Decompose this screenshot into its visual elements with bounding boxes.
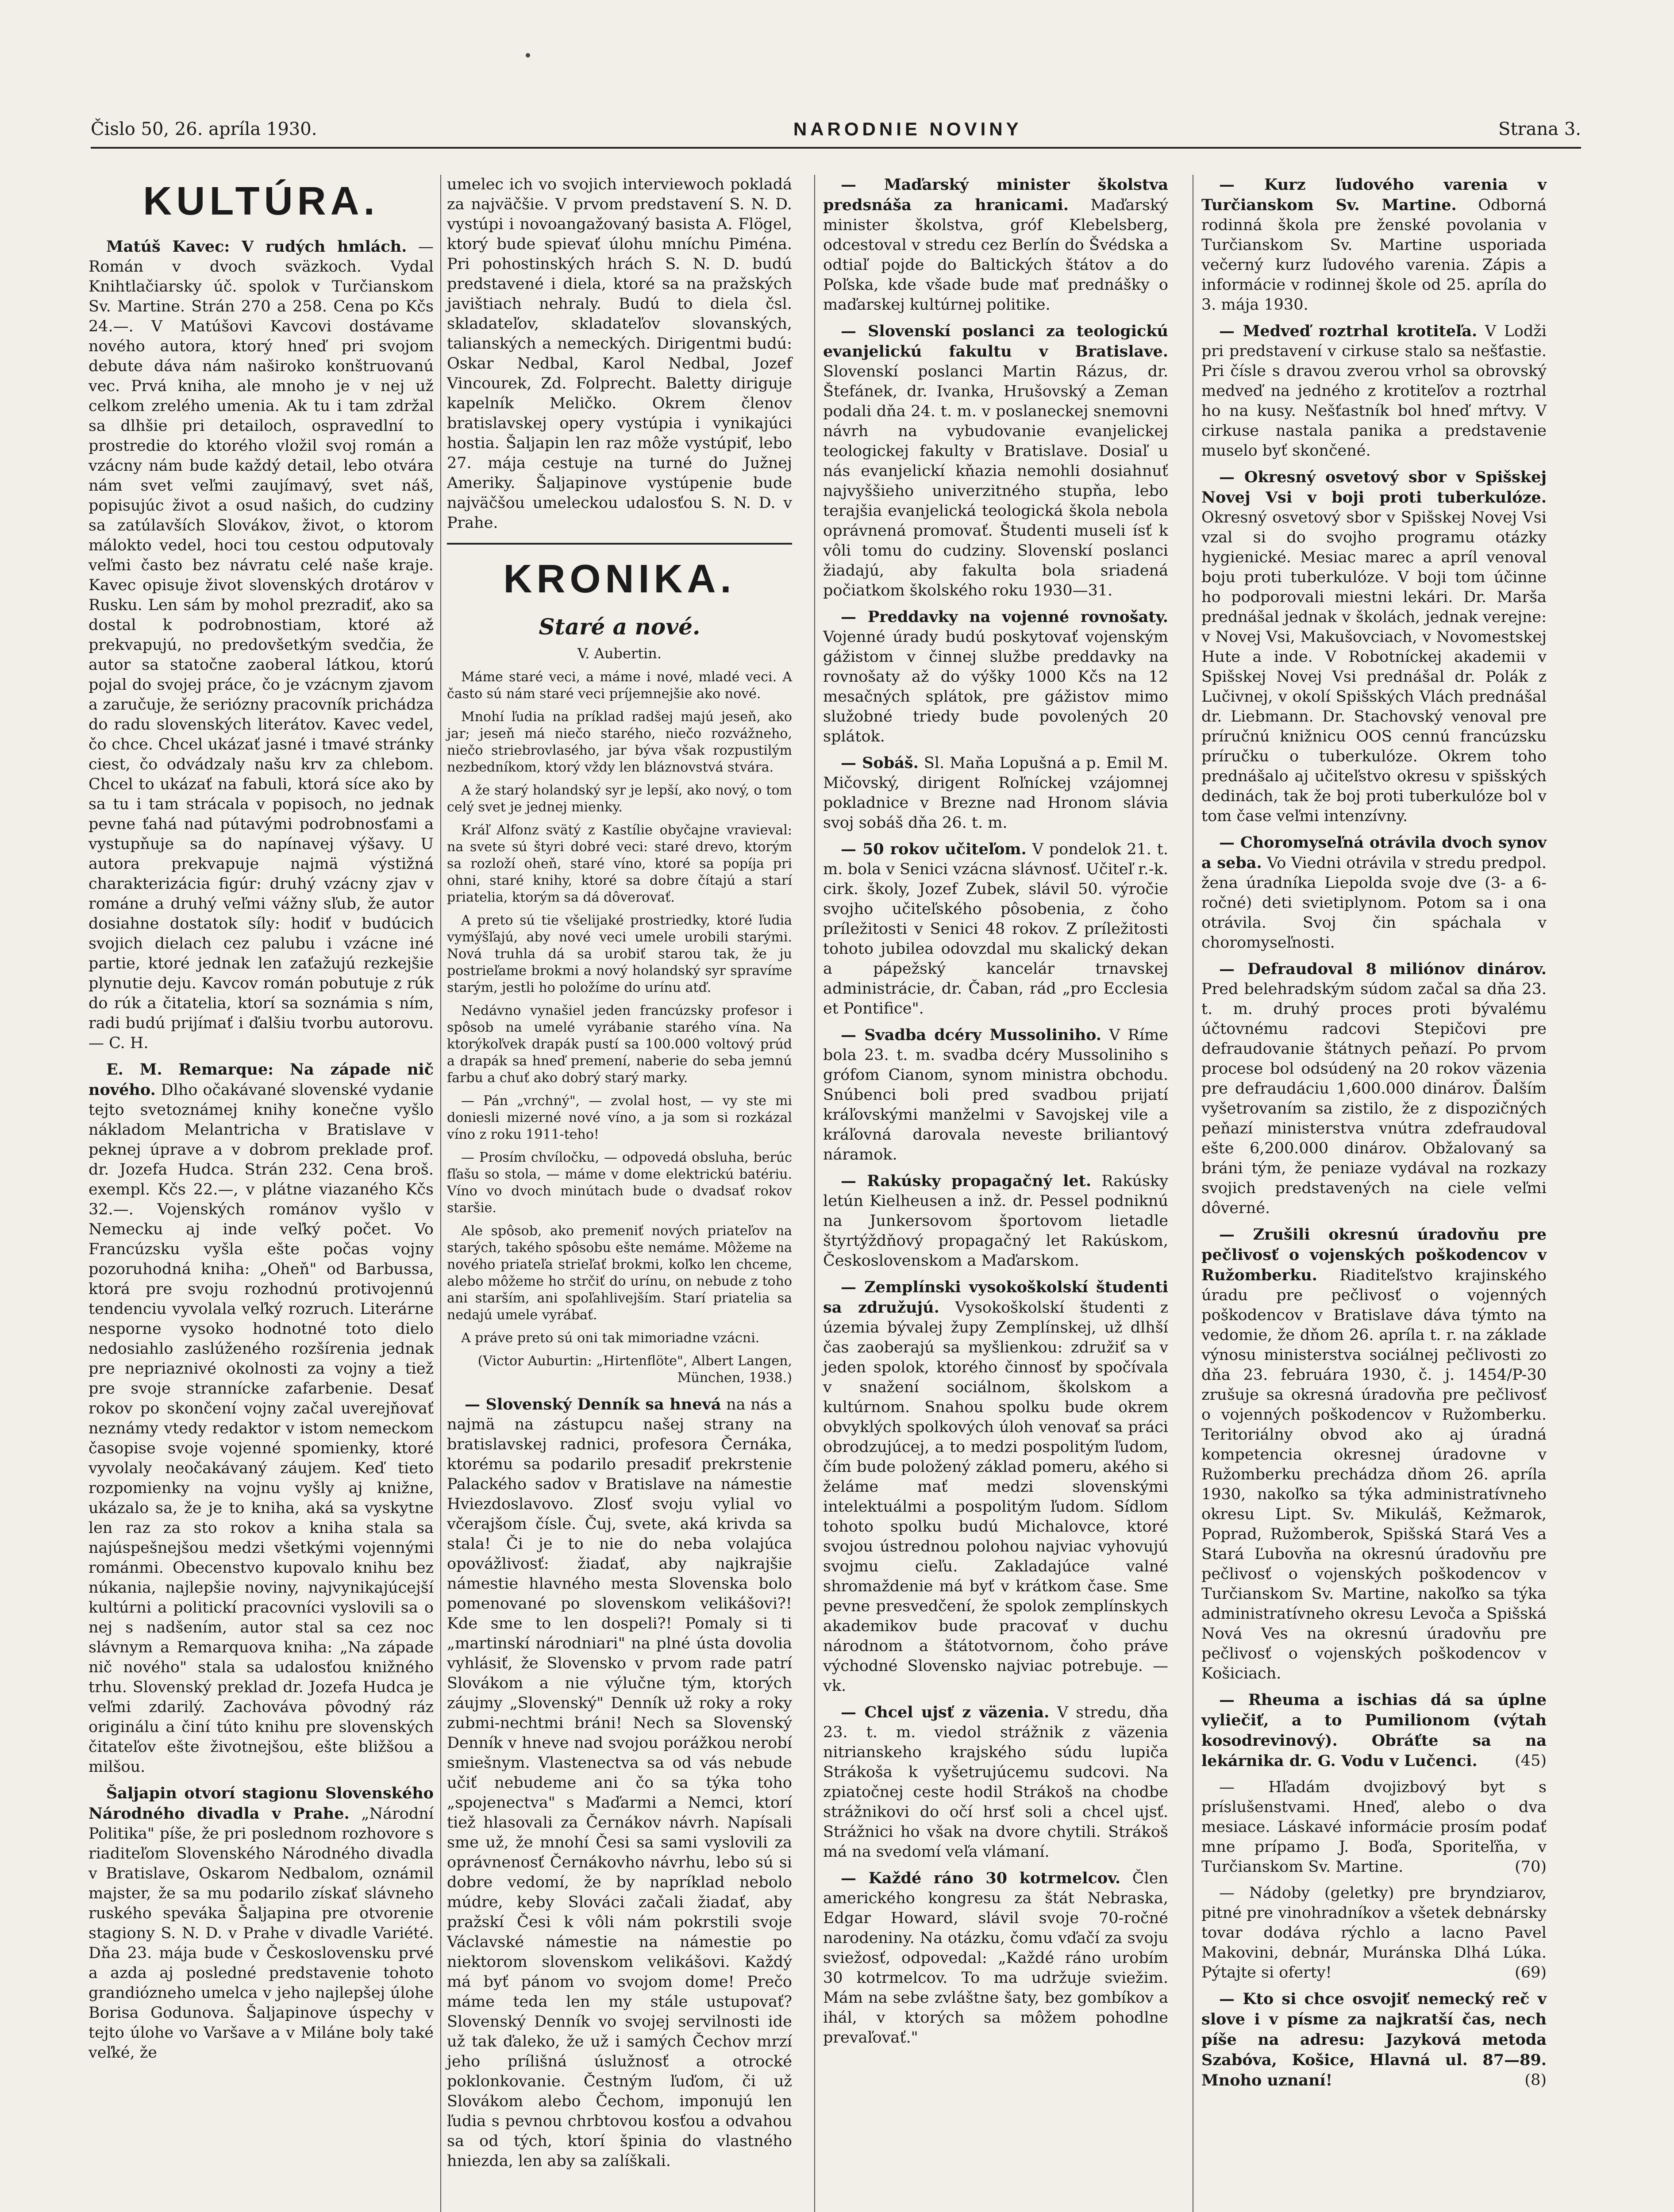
article-lead: — Svadba dcéry Mussoliniho. [841,1026,1101,1044]
section-divider [447,543,792,545]
article-lead: — Zrušili okresnú úradovňu pre pečlivosť o vojenských poškodencov v Ružomberku. [1201,1225,1547,1284]
article [823,1868,1168,2048]
essay-paragraph: Nedávno vynašiel jeden francúzsky profesor i spôsob na umelé vyrábanie starého vína. Na ktorýkoľvek drapák pustí sa 100.000 voltový prúd a drapák sa hneď premení, naberie do seba jemnú farbu a chuť ako dobrý starý marky. [447,1003,792,1086]
article [1201,1225,1547,1684]
ad-number: (45) [1515,1752,1547,1770]
section-title-kultura: KULTÚRA. [143,179,379,223]
article-body: Dlho očakávané slovenské vydanie tejto svetoznámej knihy konečne vyšlo nákladom Melantricha v Bratislave v peknej úprave a v dobrom preklade prof. dr. Jozefa Hudca. Strán 232. Cena broš. exempl. Kčs 22.—, v plátne viazaného Kčs 32.—. Vojenských románov vyšlo v Nemecku aj inde veľký počet. Vo Francúzsku vyšla ešte počas vojny pozoruhodná kniha: „Oheň" od Barbussa, ktorá pre svoju rozhodnú protivojennú tendenciu vyvolala veľký rozruch. Literárne nesporne vysoko hodnotné toto dielo nedosiahlo zaslúženého rozšírenia jednak pre nepriaznivé okolnosti za vojny a tiež pre svoje strannícke zafarbenie. Desať rokov po skončení vojny začal uverejňovať neznámy vtedy redaktor v istom nemeckom časopise svoje vojenné spomienky, ktoré vyvolaly neočakávaný záujem. Keď tieto rozpomienky na vojnu vyšly aj knižne, ukázalo sa, že je to kniha, aká sa vyskytne len raz za sto rokov a kniha stala sa najúspešnejšou medzi všetkými vojennými románmi. Obecenstvo kupovalo knihu bez núkania, najlepšie noviny, najvynikajúcejší kultúrni a politickí pracovníci vyslovili sa o nej s nadšením, autor stal sa cez noc slávnym a Remarquova kniha: „Na západe nič nového" stala sa udalosťou knižného trhu. Slovenský preklad dr. Jozefa Hudca je veľmi zdarilý. Zachováva pôvodný ráz originálu a činí túto knihu pre slovenských čitateľov ešte životnejšou, ešte bližšou a milšou. [89,1081,434,1776]
column-culture [89,175,434,2069]
classified-ad [1201,1883,1547,1983]
article-lead: — Maďarský minister školstva predsnáša za hranicami. [823,176,1168,214]
article [823,753,1168,833]
article-lead: — 50 rokov učiteľom. [841,840,1027,858]
article-lead: E. M. Remarque: Na západe nič nového. [89,1060,434,1099]
article-lead: — Slovenský Denník sa hnevá [465,1395,721,1413]
ad-number: (8) [1524,2071,1547,2089]
ad-text: — Rheuma a ischias dá sa úplne vyliečiť, a to Pumilionom (výtah kosodrevinový). Obráťte sa na lekárnika dr. G. Vodu v Lučenci. [1201,1691,1547,1770]
essay-source: (Victor Auburtin: „Hirtenflöte", Albert Langen, München, 1938.) [477,1353,792,1386]
masthead [91,116,1581,149]
essay-paragraph: Mnohí ľudia na príklad radšej majú jeseň, ako jar; jeseň má niečo starého, niečo rozvážneho, niečo striebrovlasého, jar býva však rozpustilým nezbedníkom, ktorý vždy len bláznovstvá stvára. [447,709,792,775]
article [823,175,1168,315]
article-body: Vysokoškolskí študenti z územia bývalej župy Zemplínskej, už dlhší čas zaoberajú sa myšlienkou: združiť sa v jeden spolok, ktorého činnosť by spočívala v snažení sociálnom, školskom a kultúrnom. Snahou spolku bude okrem obvyklých spolkových úloh venovať sa práci obrodzujúcej, a to medzi pospolitým ľudom, čím bude položený základ pomeru, akého si želáme mať medzi slovenskými intelektuálmi a pospolitým ľudom. Sídlom tohoto spolku budú Michalovce, ktoré svojou ústrednou polohou najviac vyhovujú svojmu cieľu. Zakladajúce valné shromaždenie má byť v krátkom čase. Sme pevne presvedčení, že spolok zemplínskych akademikov bude pracovať v duchu národnom a štátotvornom, čoho práve východné Slovensko najviac potrebuje. — vk. [823,1299,1169,1695]
article-lead: — Slovenskí poslanci za teologickú evanjelickú fakultu v Bratislave. [823,322,1168,361]
column-chronicle [447,175,792,2177]
essay-paragraph: Ale spôsob, ako premeniť nových priateľov na starých, takého spôsobu ešte nemáme. Môžeme na nového priateľa strieľať brokmi, koľko len chceme, alebo môžeme ho strčiť do urínu, on nebude z toho ani starším, ani spoľahlivejším. Starí priatelia sa nedajú umele vyrábať. [447,1223,792,1323]
ad-text: — Nádoby (geletky) pre bryndziarov, pitné pre vinohradníkov a všetek debnársky tovar dodáva rýchlo a lacno Pavel Makovini, debnár, Muránska Dlhá Lúka. Pýtajte si oferty! [1201,1884,1547,1982]
article-body: V Ríme bola 23. t. m. svadba dcéry Mussoliniho s grófom Cianom, synom ministra obchodu. Snúbenci boli pred svadbou prijatí kráľovskými manželmi v Savojskej vile a kráľovná darovala neveste briliantový náramok. [823,1026,1168,1164]
article [1201,175,1547,315]
article [823,1025,1168,1165]
article-body: Slovenskí poslanci Martin Rázus, dr. Štefánek, dr. Ivanka, Hrušovský a Zeman podali dňa 24. t. m. v poslaneckej snemovni návrh na vybudovanie evanjelickej teologickej fakulty v Bratislave. Dosiaľ u nás evanjelickí kňazia nemohli dosiahnuť najvyššieho univerzitného stupňa, lebo terajšia evanjelická teologická škola nebola oprávnená promovať. Študenti museli ísť k vôli tomu do cudziny. Slovenskí poslanci žiadajú, aby fakulta bola sriadená počiatkom školského roku 1930—31. [823,363,1168,599]
article-body: Člen amerického kongresu za štát Nebraska, Edgar Howard, slávil svoje 70-ročné narodeniny. Na otázku, čomu vďačí za svoju sviežosť, odpovedal: „Každé ráno urobím 30 kotrmelcov. To ma udržuje sviežim. Mám na sebe zvláštne šaty, bez gombíkov a ihál, v ktorých sa môžem pohodlne prevaľovať." [823,1870,1168,2047]
article-body: Riaditeľstvo krajinského úradu pre pečlivosť o vojenných poškodencov v Bratislave dáva týmto na vedomie, že dňom 26. apríla t. r. na základe výnosu ministerstva sociálnej pečlivosti zo dňa 23. februára 1930, č. j. 1454/P-30 zrušuje sa okresná úradovňa pre pečlivosť o vojenných poškodencov v Ružomberku. Teritoriálny obvod ako aj úradná kompetencia okresnej úradovne v Ružomberku prechádza dňom 26. apríla 1930, nakoľko sa týka administratívneho okresu Lipt. Sv. Mikuláš, Kežmarok, Poprad, Ružomberok, Spišská Stará Ves a Stará Ľubovňa na okresnú úradovňu pre pečlivosť o vojenských poškodencov v Turčianskom Sv. Martine, nakoľko sa týka administratívneho okresu Levoča a Spišská Nová Ves na okresnú úradovňu pre pečlivosť o vojenských poškodencov v Košiciach. [1201,1267,1547,1682]
article [823,607,1168,747]
article-lead: — Rakúsky propagačný let. [841,1172,1092,1190]
article-lead: — Medveď roztrhal krotiteľa. [1219,322,1478,340]
ad-number: (70) [1515,1858,1547,1876]
article-lead: — Chcel ujsť z väzenia. [841,1703,1050,1721]
essay-paragraph: — Prosím chvíločku, — odpovedá obsluha, berúc fľašu so stola, — máme v dome elektrickú batériu. Víno vo dvoch minútach bude o dvadsať rokov staršie. [447,1150,792,1216]
article-lead: — Preddavky na vojenné rovnošaty. [841,608,1168,626]
article [89,1783,434,2063]
section-title-kronika: KRONIKA. [503,557,736,601]
article-body: V stredu, dňa 23. t. m. viedol strážnik z väzenia nitrianskeho krajského súdu lupiča Strákoša k vyšetrujúcemu sudcovi. Na zpiatočnej ceste hodil Strákoš na chodbe strážnikovi do očí hrsť soli a chcel ujsť. Strážnici ho však na dvore chytili. Strákoš má na svedomí veľa vlámaní. [823,1704,1168,1861]
essay-paragraph: A práve preto sú oni tak mimoriadne vzácni. [461,1330,760,1346]
article-lead: Šaljapin otvorí stagionu Slovenského Národného divadla v Prahe. [89,1784,434,1823]
article-body: V Lodži pri predstavení v cirkuse stalo sa nešťastie. Pri čísle s dravou zverou vrhol sa obrovský medveď na jedného z krotiteľov a roztrhal ho na kusy. Nešťastník bol hneď mŕtvy. V cirkuse nastala panika a predstavenie muselo byť skončené. [1201,323,1547,460]
article-lead: — Zemplínski vysokoškolskí študenti sa združujú. [823,1278,1168,1317]
article [823,839,1168,1019]
article-lead: — Okresný osvetový sbor v Spišskej Novej Vsi v boji proti tuberkulóze. [1201,468,1547,507]
classified-ad [1201,1690,1547,1771]
article-lead: — Defraudoval 8 miliónov dinárov. [1219,960,1547,978]
article-body: Maďarský minister školstva, gróf Klebelsberg, odcestoval v stredu cez Berlín do Švédska a odtiaľ pojde do Baltických štátov a do Poľska, kde všade bude mať prednášky o maďarskej kultúrnej politike. [823,196,1168,314]
article [447,1394,792,2171]
article-body: „Národní Politika" píše, že pri poslednom rozhovore s riaditeľom Slovenského Národného divadla v Bratislave, Oskarom Nedbalom, oznámil majster, že sa mu podarilo získať slávneho ruského speváka Šaljapina pre otvorenie stagiony S. N. D. v Prahe v divadle Variété. Dňa 23. mája bude v Československu prvé a azda aj posledné predstavenie tohoto grandiózneho umelca v jeho najlepšej úlohe Borisa Godunova. Šaljapinove úspechy v tejto úlohe vo Varšave a v Miláne boly také veľké, že [89,1805,434,2062]
essay-paragraph: Kráľ Alfonz svätý z Kastílie obyčajne vravieval: na svete sú štyri dobré veci: staré drevo, ktorým sa rozloží oheň, staré víno, ktoré sa popíja pri ohni, staré knihy, ktoré sa dobre čítajú a starí priatelia, ktorým sa dá dôverovať. [447,822,792,905]
classified-ad [1201,1989,1547,2091]
article-body: — Román v dvoch sväzkoch. Vydal Knihtlačiarsky úč. spolok v Turčianskom Sv. Martine. Strán 270 a 258. Cena po Kčs 24.—. V Matúšovi Kavcovi dostávame nového autora, ktorý hneď pri svojom debute dáva nám naširoko konštruovanú vec. Prvá kniha, ale mnoho je v nej už celkom zrelého umenia. Ak tu i tam zdržal sa dlhšie pri detailoch, ospravedlní to prostredie do ktorého vložil svoj román a vzácny nám bude každý detail, lebo otvára nám svet veľmi zaujímavý, svet náš, popisujúc život a osud našich, do cudziny sa zatúlavších Slovákov, život, o ktorom málokto vedel, hoci tou cestou odputovaly veľmi často bez návratu celé naše kraje. Kavec opisuje život slovenských drotárov v Rusku. Len sám by mohol prezradiť, ako sa dostal k podrobnostiam, ktoré až prekvapujú, no predovšetkým svedčia, že autor sa statočne zaoberal látkou, ktorú pojal do svojej práce, čo je vzácnym zjavom a zaručuje, že seriózny pracovník prichádza do radu slovenských literátov. Kavec vedel, čo chce. Chcel ukázať jasné i tmavé stránky ciest, čo odvádzaly našu krv za chlebom. Chcel to ukázať na fabuli, ktorá síce ako by sa tu i tam strácala v popisoch, no jednak pevne ťahá nad pútavými podrobnosťami a vystupňuje sa do napínavej výšavy. U autora prekvapuje najmä výstižná charakterizácia figúr: druhý vzácny zjav v románe a druhý veľmi vážny sľub, že autor dosiahne dostatok síly: hodiť v budúcich svojich dielach cez palubu i vzácne iné partie, ktoré jednak len zaťažujú rezkejšie plynutie deju. Kavcov román pobutuje z rúk do rúk a čitatelia, ktorí sa soznámia s ním, radi budú prijímať i ďalšiu tvorbu autorovu. — C. H. [89,238,434,1052]
column-news-ads [1201,175,1547,2097]
column-news [823,175,1168,2054]
essay-title: Staré a nové. [539,614,700,640]
article [1201,959,1547,1218]
article-body: Vojenné úrady budú poskytovať vojenským gážistom v činnej službe preddavky na rovnošaty až do výšky 1000 Kčs na 12 mesačných splátok, pre gážistov mimo služobné triedy bude povolených 20 splátok. [823,628,1168,745]
essay-body [447,669,792,1347]
article-body: na nás a najmä na zástupcu našej strany na bratislavskej radnici, profesora Černáka, ktorému sa podarilo presadiť prekrstenie Palackého sadov v Bratislave na námestie Hviezdoslavovo. Zlosť svoju vylial vo včerajšom čísle. Čuj, svete, aká krivda sa stala! Či je to nie do neba volajúca opovážlivosť: žiadať, aby najkrajšie námestie hlavného mesta Slovenska bolo pomenované po slovenskom velikášovi?! Kde sme to len dospeli?! Pomaly si ti „martinskí národniari" na plné ústa dovolia vyhlásiť, že Slovensko v prvom rade patrí Slovákom a nie výlučne tým, ktorých záujmy „Slovenský" Denník už roky a roky zubmi-nechtmi bráni! Nech sa Slovenský Denník v hneve nad svojou porážkou nerobí smiešnym. Vlastenectva sa od vás nebude učiť nebudeme ani čo sa týka toho „spojenectva" s Maďarmi a Nemci, ktorí tiež hlasovali za Černákov návrh. Napísali sme už, že mnohí Česi sa sami vyslovili za oprávnenosť Černákovho návrhu, lebo sú si dobre vedomí, že by napríklad nebolo múdre, keby Slováci začali žiadať, aby pražskí Česi k vôli nám pokrstili svoje Václavské námestie na námestie po niektorom slovenskom velikášovi. Každý má byť pánom vo svojom dome! Prečo máme teda len my stále ustupovať? Slovenský Denník vo svojej servilnosti ide už tak ďaleko, že už i samých Čechov mrzí jeho prílišná úslužnosť a otrocké poklonkovanie. Čestným ľuďom, či už Slovákom alebo Čechom, imponujú len ľudia s pevnou chrbtovou kosťou a odvahou sa od tých, ktorí špinia do vlastného hniezda, len aby sa zalíškali. [447,1396,792,2170]
ad-number: (69) [1515,1964,1547,1982]
classified-ad [1201,1778,1547,1877]
article-body: Vo Viedni otrávila v stredu predpol. žena úradníka Liepolda svoje dve (3- a 6-ročné) deti svietiplynom. Potom sa i ona otrávila. Svoj čin spáchala v choromyseľnosti. [1201,854,1547,952]
essay-paragraph: A že starý holandský syr je lepší, ako nový, o tom celý svet je jednej mienky. [447,783,792,815]
essay-paragraph: Máme staré veci, a máme i nové, mladé veci. A často sú nám staré veci príjemnejšie ako nové. [447,669,792,702]
article [823,1702,1168,1862]
article-body: V pondelok 21. t. m. bola v Senici vzácna slávnosť. Učiteľ r.-k. cirk. školy, Jozef Zubek, slávil 50. výročie svojho učiteľského pôsobenia, z čoho príležitosti v Senici 48 rokov. Z príležitosti tohoto jubilea odovzdal mu skalický dekan a pápežský kancelár trnavskej administrácie, dr. Čaban, rád „pro Ecclesia et Pontifice". [823,841,1168,1018]
article-lead: Matúš Kavec: V rudých hmlách. [106,238,407,256]
essay-paragraph: A preto sú tie všelijaké prostriedky, ktoré ľudia vymýšľajú, aby nové veci umele urobili starými. Nová truhla dá sa urobiť starou tak, že ju postrieľame brokmi a nový holandský syr spravíme starým, jestli ho položíme do urínu atď. [447,913,792,995]
article [1201,321,1547,461]
article [823,1171,1168,1271]
print-dot [526,53,530,58]
article [1201,467,1547,826]
article-body: Sl. Maňa Lopušná a p. Emil M. Mičovský, dirigent Roľníckej vzájomnej pokladnice v Brezne nad Hronom slávia svoj sobáš dňa 26. t. m. [823,754,1168,832]
article-body: Pred belehradským súdom začal sa dňa 23. t. m. druhý proces proti bývalému účtovnému radcovi Stepičovi pre defraudovanie štátnych peňazí. Po prvom procese bol odsúdený na 20 rokov väzenia pre defraudáciu 1,600.000 dinárov. Ďalším vyšetrovaním sa zistilo, že z dispozičných peňazí ministerstva vnútra zdefraudoval ešte 6,200.000 dinárov. Obžalovaný sa bráni tým, že peniaze vydával na rozkazy svojich predstavených na ciele veľmi dôverné. [1201,980,1547,1217]
ad-text: — Hľadám dvojizbový byt s príslušenstvami. Hneď, alebo o dva mesiace. Láskavé informácie prosím podať mne prípamo J. Boďa, Sporiteľňa, v Turčianskom Sv. Martine. [1201,1778,1547,1876]
article-body: Okresný osvetový sbor v Spišskej Novej Vsi vzal si do svojho programu otázky hygienické. Mesiac marec a apríl venoval boju proti tuberkulóze. V boji tom účinne ho podporovali miestni lekári. Dr. Marša prednášal jednak v školách, jednak verejne: v Novej Vsi, Makušovciach, v Novomestskej Hute a inde. V Robotníckej akademii v Spišskej Novej Vsi prednášal dr. Polák z Lučivnej, v okolí Spišských Vlách prednášal dr. Liebmann. Dr. Stachovský venoval pre príručnú knižnicu OOS cennú francúzsku príručku o tuberkulóze. Okrem toho prednášalo aj učiteľstvo okresu v spišských dedinách, tak že boj proti tuberkulóze bol v tom čase veľmi intenzívny. [1201,509,1547,825]
essay-author: V. Aubertin. [577,645,662,662]
article [89,1060,434,1777]
article-body: Odborná rodinná škola pre ženské povolania v Turčianskom Sv. Martine usporiada večerný kurz ľudového varenia. Zápis a informácie v rodinnej škole od 25. apríla do 3. mája 1930. [1201,196,1547,314]
article-lead: — Sobáš. [841,754,919,772]
article-continued: umelec ich vo svojich interviewoch pokladá za najväčšie. V prvom predstavení S. N. D. vystúpi i novoangažovaný basista A. Flögel, ktorý bude spievať úlohu mníchu Piména. Pri pohostinských hrách S. N. D. budú predstavené i diela, ktoré sa na pražských javištiach nehraly. Budú to diela čsl. skladateľov, skladateľov slovanských, talianských a nemeckých. Dirigentmi budú: Oskar Nedbal, Karol Nedbal, Jozef Vincourek, Zd. Folprecht. Baletty diriguje kapelník Meličko. Okrem členov bratislavskej opery vystúpia i vynikajúci hostia. Šaljapin len raz môže vystúpiť, lebo 27. mája cestuje na turné do Južnej Ameriky. Šaljapinove vystúpenie bude najväčšou umeleckou udalosťou S. N. D. v Prahe. [447,176,792,532]
article [1201,833,1547,953]
column-rule [814,175,815,2212]
article-lead: — Choromyseľná otrávila dvoch synov a seba. [1201,833,1547,872]
article-lead: — Každé ráno 30 kotrmelcov. [841,1869,1121,1887]
article [89,237,434,1053]
column-rule [440,175,441,2212]
essay-paragraph: — Pán „vrchný", — zvolal host, — vy ste mi doniesli mizerné nové víno, a ja som si rozkázal víno z roku 1911-teho! [447,1093,792,1142]
article-lead: — Kurz ľudového varenia v Turčianskom Sv. Martine. [1201,176,1547,214]
issue-number: Čislo 50, 26. apríla 1930. [91,119,317,139]
page-number: Strana 3. [1498,119,1581,139]
ad-text: — Kto si chce osvojiť nemecký reč v slove i v písme za najkratší čas, nech píše na adresu: Jazyková metoda Szabóva, Košice, Hlavná ul. 87—89. Mnoho uznaní! [1201,1990,1547,2089]
article [823,321,1168,601]
article [823,1277,1168,1696]
paper-title: NARODNIE NOVINY [793,119,1022,139]
article-body: Rakúsky letún Kielheusen a inž. dr. Pessel podniknú na Junkersovom športovom lietadle štyrtýždňový propagačný let Rakúskom, Československom a Maďarskom. [823,1172,1168,1270]
